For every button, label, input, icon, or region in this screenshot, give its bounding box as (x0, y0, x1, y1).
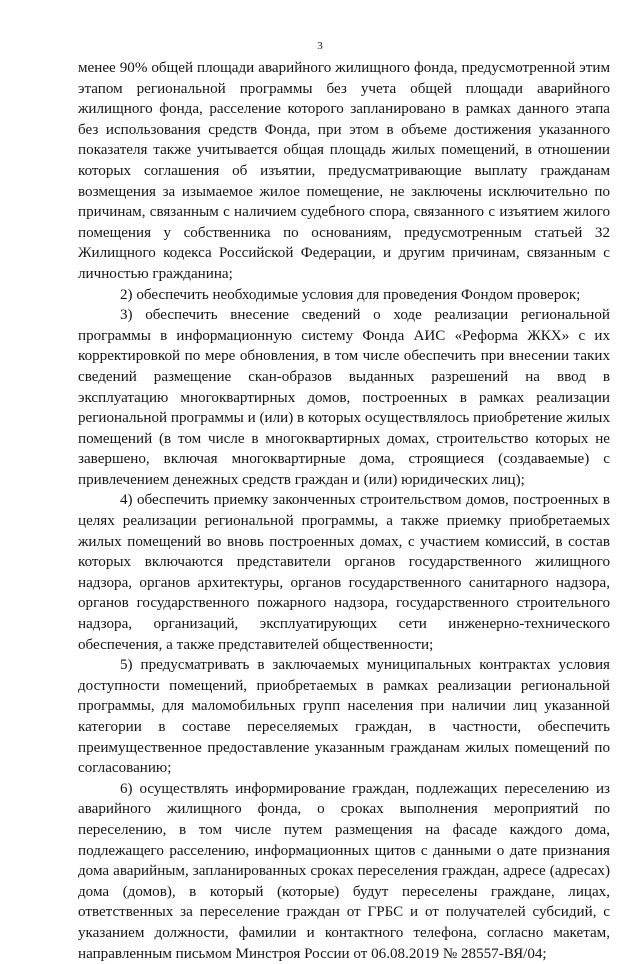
paragraph-item-4: 4) обеспечить приемку законченных строительством домов, построенных в целях реализации региональной программы, а также приемку приобретаемых жилых помещений во вновь построенных домах, с участием комиссий, в состав которых включаются представители органов государственного жилищного надзора, органов архитектуры, органов государственного санитарного надзора, органов государственного пожарного надзора, государственного строительного надзора, организаций, эксплуатирующих сети инженерно-технического обеспечения, а также представителей общественности; (78, 492, 610, 653)
paragraph-item-5: 5) предусматривать в заключаемых муниципальных контрактах условия доступности помещений, приобретаемых в рамках реализации региональной программы, для маломобильных групп населения при наличии лиц указанной категории в составе переселяемых граждан, в частности, обеспечить преимущественное предоставление указанным гражданам жилых помещений по согласованию; (78, 657, 610, 777)
paragraph-continuation: менее 90% общей площади аварийного жилищного фонда, предусмотренной этим этапом региональной программы без учета общей площади аварийного жилищного фонда, расселение которого запланировано в рамках данного этапа без использования средств Фонда, при этом в объеме достижения указанного показателя также учитывается общая площадь жилых помещений, в отношении которых соглашения об изъятии, предусматривающие выплату гражданам возмещения за изымаемое жилое помещение, не заключены исключительно по причинам, связанным с наличием судебного спора, связанного с изъятием жилого помещения у собственника по основаниям, предусмотренным статьей 32 Жилищного кодекса Российской Федерации, и другим причинам, связанным с личностью гражданина; (78, 60, 610, 282)
document-body (78, 58, 610, 964)
paragraph-item-2: 2) обеспечить необходимые условия для проведения Фондом проверок; (120, 286, 581, 303)
paragraph-item-3: 3) обеспечить внесение сведений о ходе реализации региональной программы в информационную систему Фонда АИС «Реформа ЖКХ» с их корректировкой по мере обновления, в том числе обеспечить при внесении таких сведений размещение скан-образов выданных разрешений на ввод в эксплуатацию многоквартирных домов, построенных в рамках реализации региональной программы и (или) в которых осуществлялось приобретение жилых помещений (в том числе в многоквартирных домах, строительство которых не завершено, включая многоквартирные дома, строящиеся (создаваемые) с привлечением денежных средств граждан и (или) юридических лиц); (78, 307, 610, 488)
paragraph-item-6: 6) осуществлять информирование граждан, подлежащих переселению из аварийного жилищного фонда, о сроках выполнения мероприятий по переселению, в том числе путем размещения на фасаде каждого дома, подлежащего расселению, информационных щитов с данными о дате признания дома аварийным, запланированных сроках переселения граждан, адресе (адресах) дома (домов), в который (которые) будут переселены граждане, лицах, ответственных за переселение граждан от ГРБС и от получателей субсидий, с указанием должности, фамилии и контактного телефона, согласно макетам, направленным письмом Минстроя России от 06.08.2019 № 28557-ВЯ/04; (78, 780, 610, 962)
page-number: 3 (317, 40, 323, 52)
